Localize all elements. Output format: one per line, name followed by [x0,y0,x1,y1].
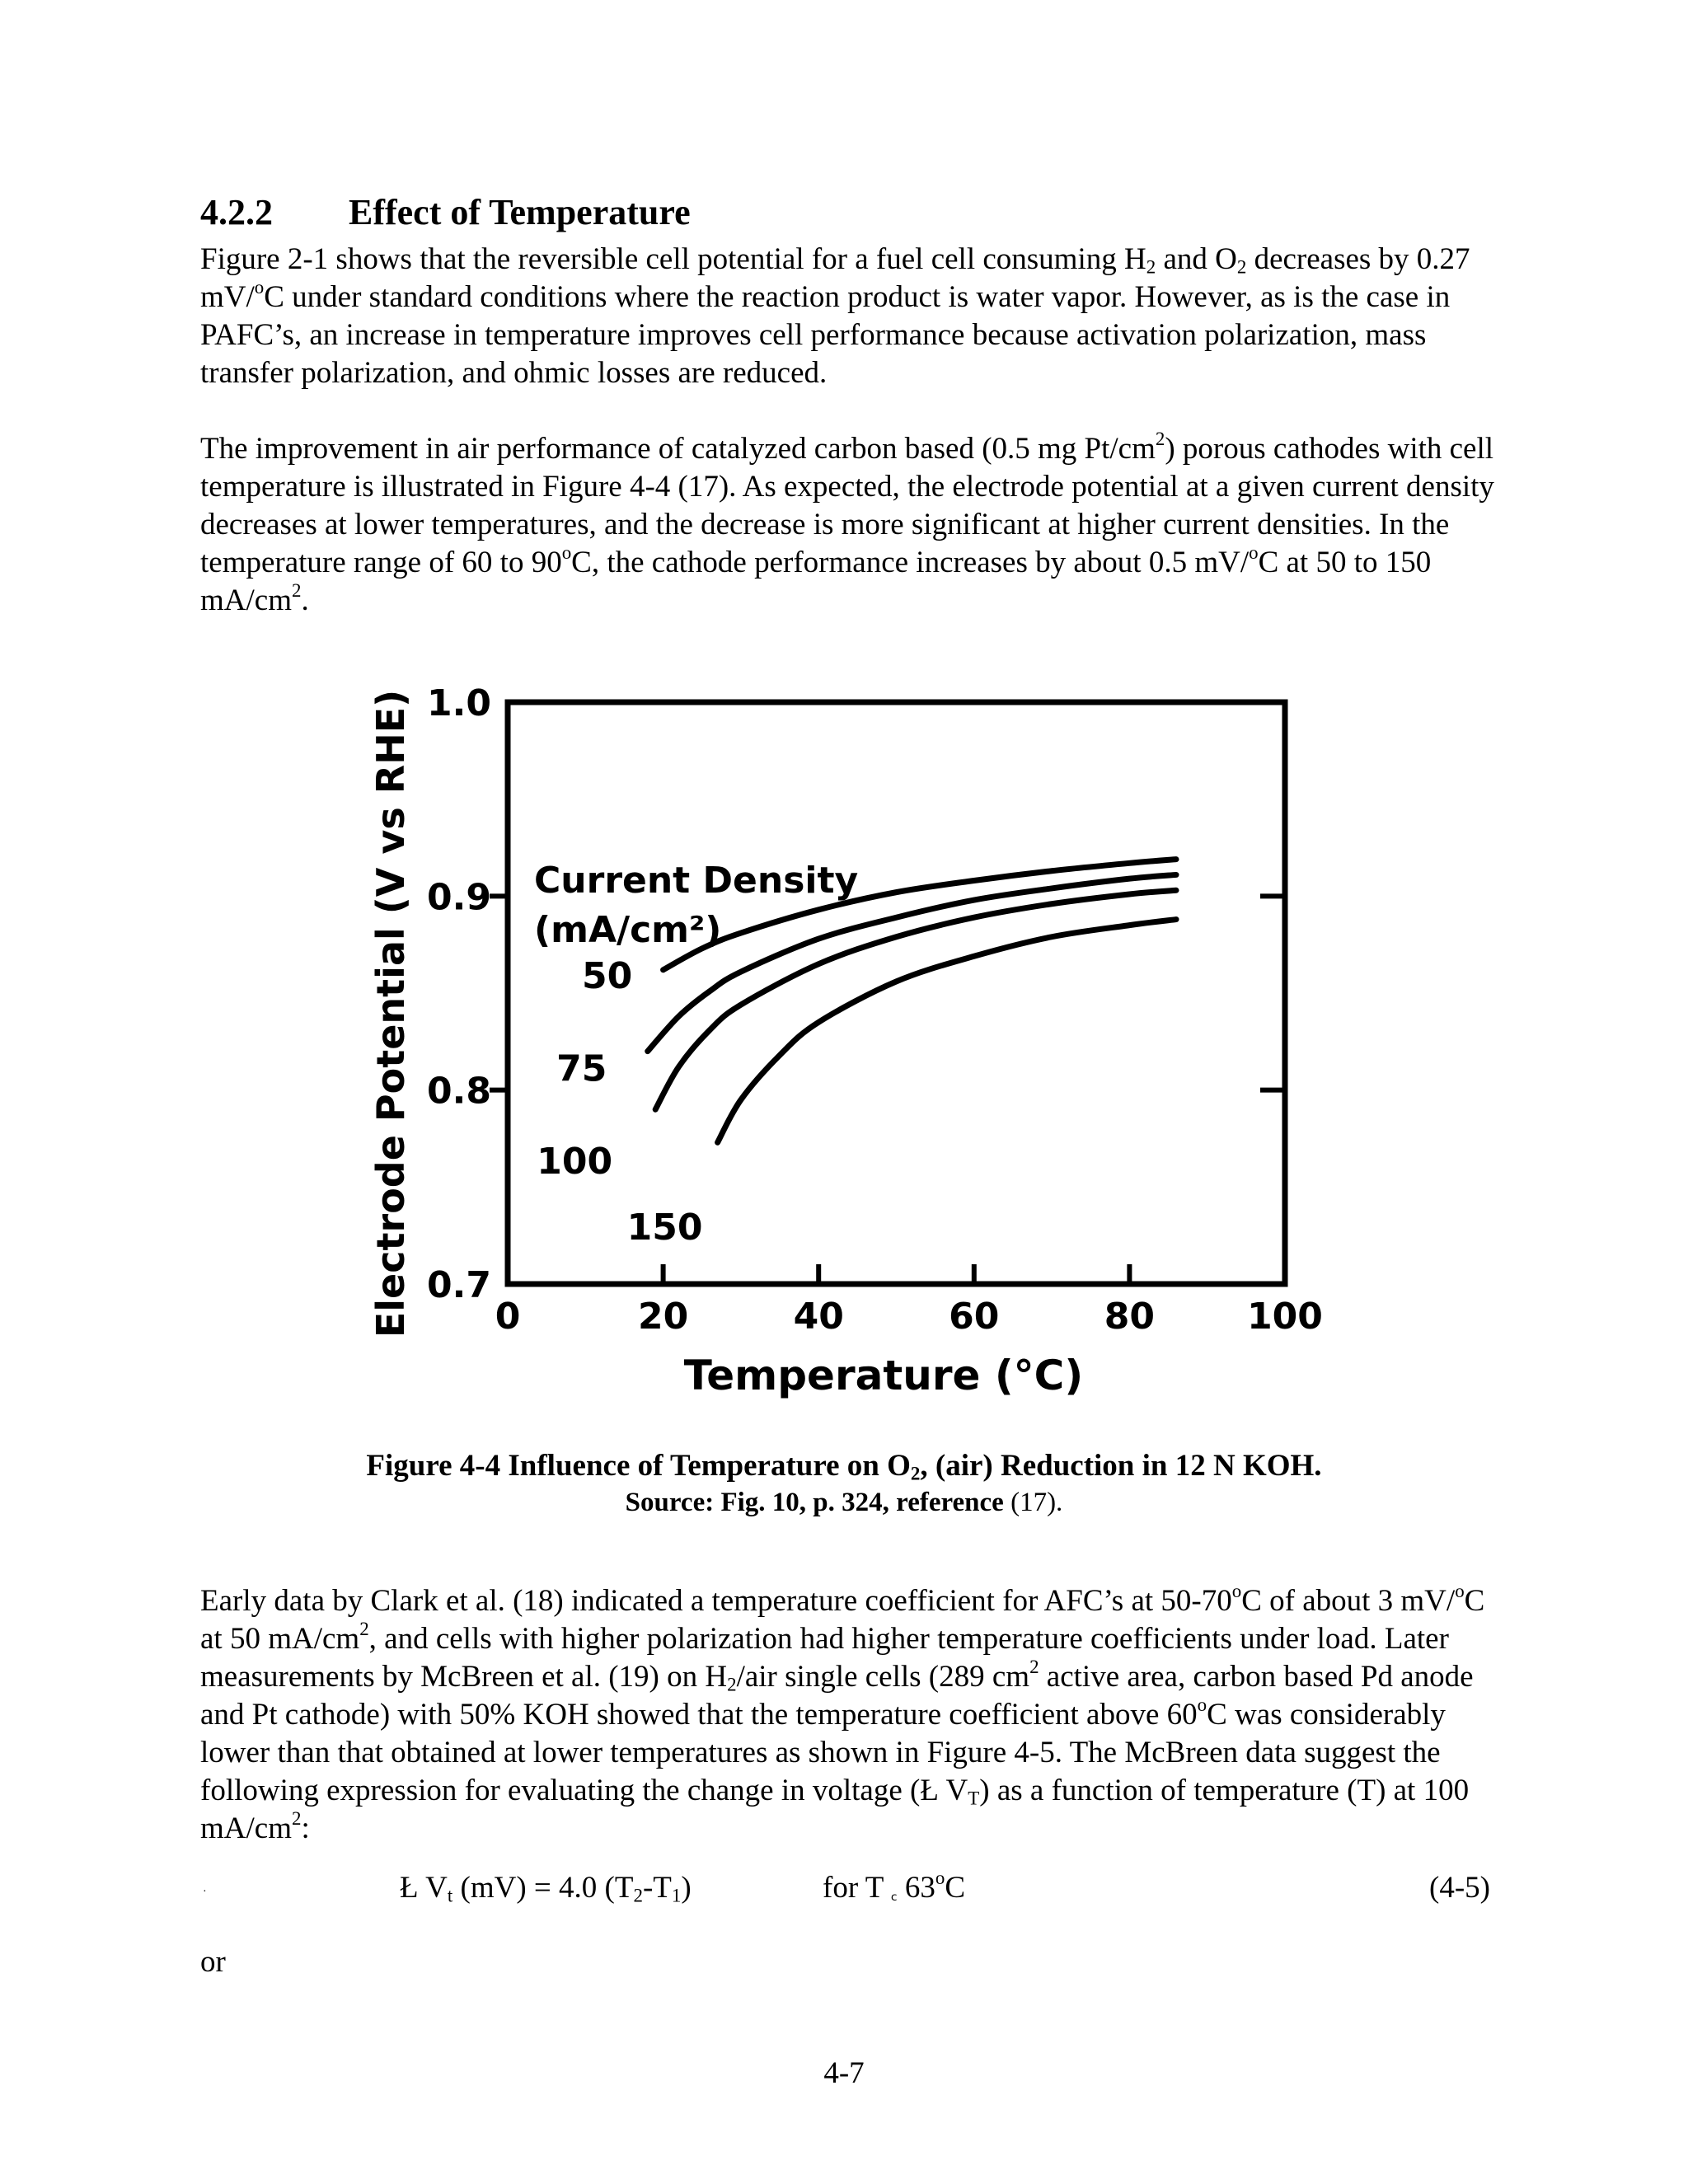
section-number: 4.2.2 [200,192,273,232]
paragraph-2: The improvement in air performance of catalyzed carbon based (0.5 mg $Pt/cm^2$) porous cathodes with cell temperature is illustrated in Figure 4-4 (17). As expected, the electrode potential at a given current density decreases at lower temperatures, and the decrease is more significant at higher current densities. In the temperature range of 60 to 90$^o$C, the cathode performance increases by about 0.5 mV/$^o$C at 50 to 150 $mA/cm^2$. [200,428,1494,617]
x-tick-label: 60 [949,1296,1000,1338]
series-label-75: 75 [556,1047,607,1090]
y-tick-label: 1.0 [427,682,491,724]
y-tick-label: 0.7 [427,1264,491,1306]
x-tick-label: 80 [1104,1296,1156,1338]
series-label-150: 150 [626,1207,703,1249]
figure-caption [200,1447,1488,1520]
x-tick-label: 20 [637,1296,689,1338]
series-label-50: 50 [581,954,633,997]
x-axis-label: Temperature (°C) [683,1352,1084,1399]
series-line-100 [655,890,1176,1109]
equation-expression: Ł $V_t$ (mV) = 4.0 $(T_2-T_1)$ [400,1871,692,1906]
series-labels [537,955,702,1249]
stray-mark: · [203,1886,207,1898]
paragraph-1: Figure 2-1 shows that the reversible cell potential for a fuel cell consuming $H_2$ and $O_2$ decreases by 0.27 mV/$^o$C under standard conditions where the reaction product is water vapor. However, as is the case in PAFC’s, an increase in temperature improves cell performance because activation polarization, mass transfer polarization, and ohmic losses are reduced. [200,242,1470,390]
series-lines [648,860,1176,1143]
section-title: Effect of Temperature [349,192,691,232]
caption-line-1: Figure 4-4 Influence of Temperature on $O_2$, (air) Reduction in 12 N KOH. [366,1449,1322,1484]
paragraph-3: Early data by Clark et al. (18) indicated a temperature coefficient for AFC’s at 50-70$^o$C of about 3 mV/$^o$C at 50 $mA/cm^2$, and cells with higher polarization had higher temperature coefficients under load. Later measurements by McBreen et al. (19) on $H_2$/air single cells (289 $cm^2$ active area, carbon based Pd anode and Pt cathode) with 50% KOH showed that the temperature coefficient above 60$^o$C was considerably lower than that obtained at lower temperatures as shown in Figure 4-5. The McBreen data suggest the following expression for evaluating the change in voltage (Ł $V_T$) as a function of temperature (T) at 100 $mA/cm^2$: [200,1580,1485,1845]
or-text: or [200,1945,226,1979]
legend-unit: (mA/cm²) [534,909,722,951]
x-tick-label: 40 [793,1296,844,1338]
x-tick-label: 100 [1247,1296,1323,1338]
chart-svg [346,659,1352,1418]
x-tick-label: 0 [495,1296,521,1338]
equation-4-5 [0,1869,1688,1910]
page-number: 4-7 [823,2056,865,2090]
equation-condition: for T ⅽ 63$^o$C [823,1867,966,1905]
legend-title: Current Density [534,860,859,902]
equation-number: (4-5) [1429,1871,1490,1905]
series-label-100: 100 [537,1141,613,1183]
y-tick-label: 0.8 [427,1070,491,1113]
caption-line-2: Source: Fig. 10, p. 324, reference (17). [625,1488,1063,1517]
axis-tick-labels [427,682,1323,1338]
y-axis-label: Electrode Potential (V vs RHE) [368,689,413,1338]
section-heading [200,191,691,234]
y-tick-label: 0.9 [427,876,491,919]
figure-4-4-chart [346,659,1352,1418]
